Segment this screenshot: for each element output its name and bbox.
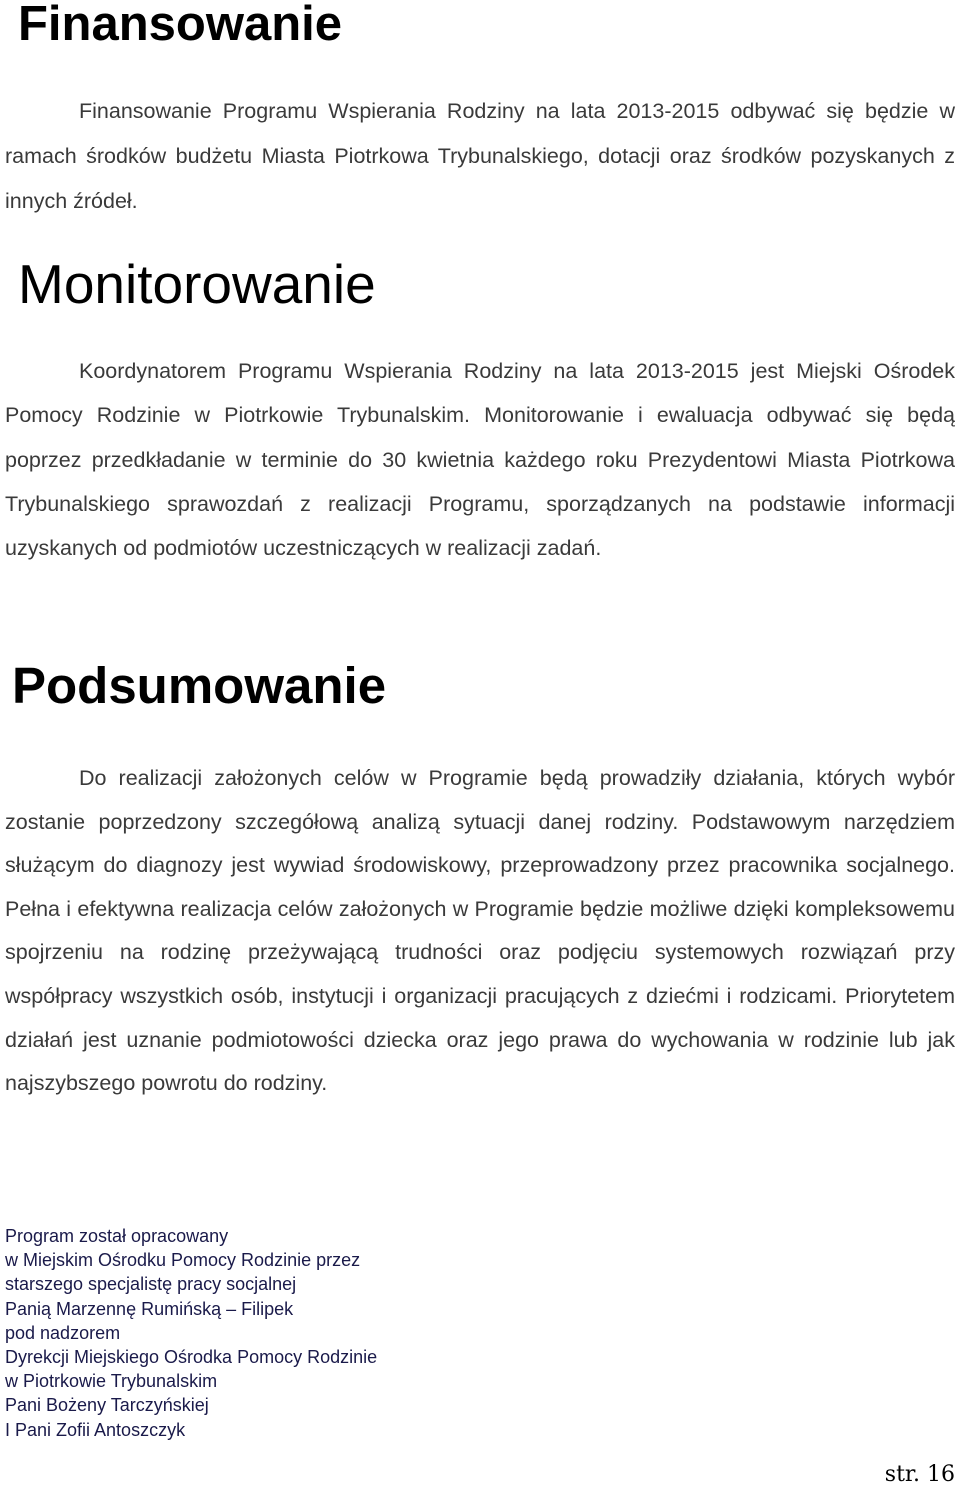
credits-line: Pani Bożeny Tarczyńskiej [5, 1395, 209, 1416]
credits-line: pod nadzorem [5, 1322, 121, 1343]
credits-line: w Piotrkowie Trybunalskim [5, 1371, 218, 1392]
heading-summary: Podsumowanie [12, 657, 387, 714]
paragraph-summary-text: Do realizacji założonych celów w Programie będą prowadziły działania, których wybór zostanie poprzedzony szczegółową analizą sytuacji danej rodziny. Podstawowym narzędziem służącym do diagnozy jest wywiad środowiskowy, przeprowadzony przez pracownika socjalnego. Pełna i efektywna realizacja celów założonych w Programie będzie możliwe dzięki kompleksowemu spojrzeniu na rodzinę przeżywającą trudności oraz podjęciu systemowych rozwiązań przy współpracy wszystkich osób, instytucji i organizacji pracujących z dziećmi i rodzicami. Priorytetem działań jest uznanie podmiotowości dziecka oraz jego prawa do wychowania w rodzinie lub jak najszybszego powrotu do rodziny. [5, 766, 955, 1096]
page-number: str. 16 [884, 1462, 955, 1487]
credits-line: I Pani Zofii Antoszczyk [5, 1419, 186, 1440]
paragraph-monitoring-text: Koordynatorem Programu Wspierania Rodziny na lata 2013-2015 jest Miejski Ośrodek Pomocy Rodzinie w Piotrkowie Trybunalskim. Monitorowanie i ewaluacja odbywać się będą poprzez przedkładanie w terminie do 30 kwietnia każdego roku Prezydentowi Miasta Piotrkowa Trybunalskiego sprawozdań z realizacji Programu, sporządzanych na podstawie informacji uzyskanych od podmiotów uczestniczących w realizacji zadań. [5, 359, 955, 561]
credits-block [5, 1224, 605, 1442]
credits-line: Program został opracowany [5, 1226, 229, 1246]
heading-financing: Finansowanie [18, 0, 343, 51]
paragraph-financing [5, 89, 955, 224]
paragraph-monitoring [5, 349, 955, 570]
heading-monitoring: Monitorowanie [18, 253, 376, 315]
paragraph-summary [5, 757, 955, 1106]
credits-line: Dyrekcji Miejskiego Ośrodka Pomocy Rodzinie [5, 1347, 378, 1368]
credits-line: w Miejskim Ośrodku Pomocy Rodzinie przez [5, 1250, 361, 1271]
paragraph-financing-text: Finansowanie Programu Wspierania Rodziny na lata 2013-2015 odbywać się będzie w ramach środków budżetu Miasta Piotrkowa Trybunalskiego, dotacji oraz środków pozyskanych z innych źródeł. [5, 99, 955, 213]
credits-line: starszego specjalistę pracy socjalnej [5, 1274, 297, 1295]
credits-line: Panią Marzennę Rumińską – Filipek [5, 1298, 294, 1319]
